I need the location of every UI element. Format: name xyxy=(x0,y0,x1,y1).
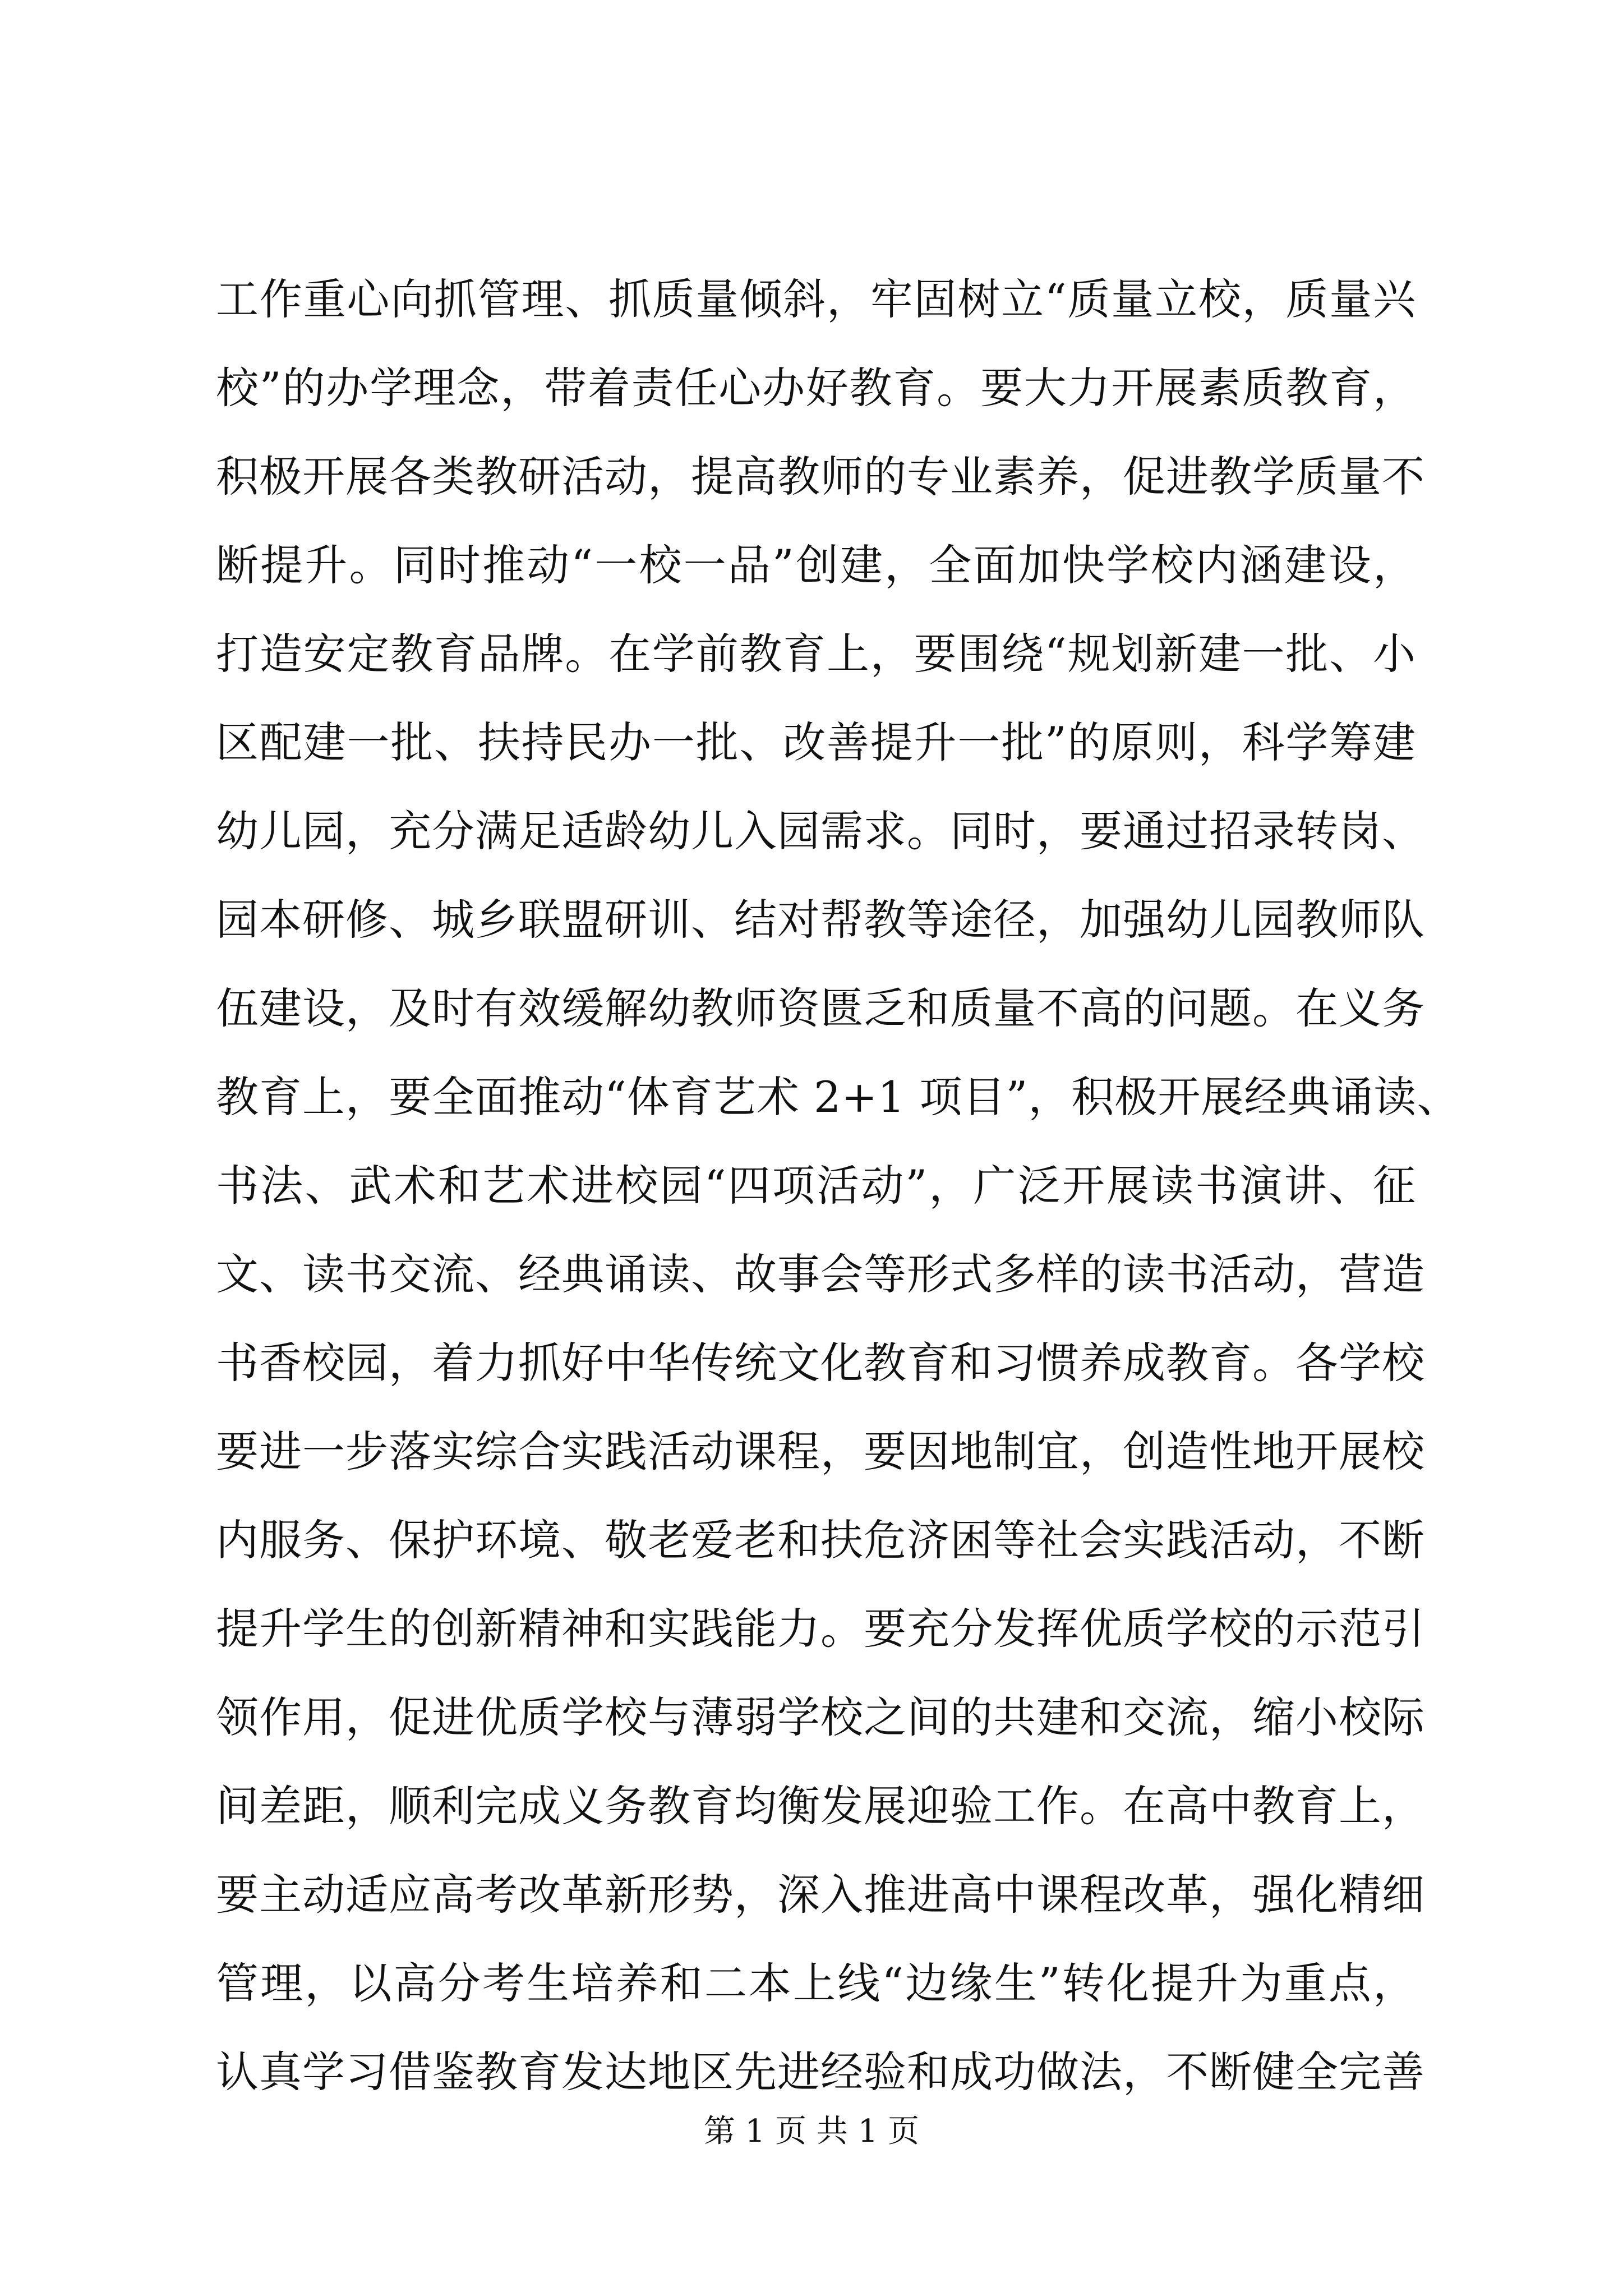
text-line-13: 书香校园，着力抓好中华传统文化教育和习惯养成教育。各学校 xyxy=(216,1338,1425,1388)
page-number-footer: 第 1 页 共 1 页 xyxy=(703,2113,920,2150)
text-line-17: 领作用，促进优质学校与薄弱学校之间的共建和交流，缩小校际 xyxy=(216,1692,1425,1742)
text-line-10: 教育上，要全面推动“体育艺术 2+1 项目”，积极开展经典诵读、 xyxy=(216,1072,1460,1122)
text-line-20: 管理，以高分考生培养和二本上线“边缘生”转化提升为重点， xyxy=(216,1958,1416,2008)
text-line-14: 要进一步落实综合实践活动课程，要因地制宜，创造性地开展校 xyxy=(216,1427,1425,1476)
text-line-12: 文、读书交流、经典诵读、故事会等形式多样的读书活动，营造 xyxy=(216,1249,1425,1299)
text-line-15: 内服务、保护环境、敬老爱老和扶危济困等社会实践活动，不断 xyxy=(216,1515,1425,1565)
text-line-8: 园本研修、城乡联盟研训、结对帮教等途径，加强幼儿园教师队 xyxy=(216,895,1425,945)
text-line-7: 幼儿园，充分满足适龄幼儿入园需求。同时，要通过招录转岗、 xyxy=(216,806,1425,856)
text-line-9: 伍建设，及时有效缓解幼教师资匮乏和质量不高的问题。在义务 xyxy=(216,983,1425,1033)
text-line-18: 间差距，顺利完成义务教育均衡发展迎验工作。在高中教育上， xyxy=(216,1781,1425,1831)
text-line-3: 积极开展各类教研活动，提高教师的专业素养，促进教学质量不 xyxy=(216,452,1425,501)
text-line-21: 认真学习借鉴教育发达地区先进经验和成功做法，不断健全完善 xyxy=(216,2047,1425,2097)
body-paragraph xyxy=(216,255,1460,2116)
text-line-1: 工作重心向抓管理、抓质量倾斜，牢固树立“质量立校，质量兴 xyxy=(216,274,1416,324)
text-line-11: 书法、武术和艺术进校园“四项活动”，广泛开展读书演讲、征 xyxy=(216,1161,1416,1211)
text-line-2: 校”的办学理念，带着责任心办好教育。要大力开展素质教育， xyxy=(216,363,1416,413)
text-line-6: 区配建一批、扶持民办一批、改善提升一批”的原则，科学筹建 xyxy=(216,717,1416,767)
text-line-19: 要主动适应高考改革新形势，深入推进高中课程改革，强化精细 xyxy=(216,1870,1425,1920)
text-line-4: 断提升。同时推动“一校一品”创建，全面加快学校内涵建设， xyxy=(216,540,1416,590)
text-line-5: 打造安定教育品牌。在学前教育上，要围绕“规划新建一批、小 xyxy=(216,629,1416,679)
text-line-16: 提升学生的创新精神和实践能力。要充分发挥优质学校的示范引 xyxy=(216,1604,1425,1654)
